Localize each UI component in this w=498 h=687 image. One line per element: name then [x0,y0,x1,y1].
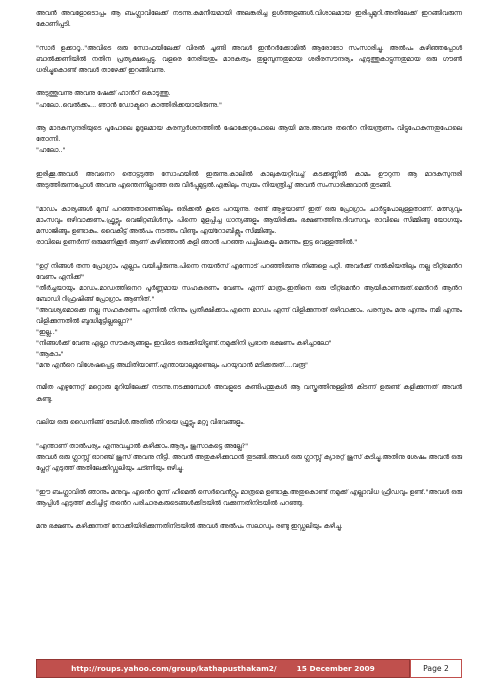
paragraph-6: "മാഡം കാര്യങ്ങൾ മുമ്പ് പറഞ്ഞതാണെങ്കിലും ഒരിക്കൽ കൂടെ പറയുന്നു. രണ്ട് ആഴ്ചയാണ് ഇത് ഒരു പ്രോഗ്രാം ചാർട്ടുപോലുള്ളതാണ്. മത്സ്യവും മാംസവും ഒഴിവാക്കണം.ഫ്രൂട്സും വെജിറ്റബിൾസും പിന്നെ മുളപ്പിച്ച ധാന്യങ്ങളും ആയിരിക്കും ഭക്ഷണത്തിനു.ദിവസവും രാവിലെ സിമ്മിങ്ങു യോഗയും മസാജിങ്ങും ഉണ്ടാകും. വൈകീട്ട് അൽപം നടത്തം വീണ്ടും എയ്റോബിക്സും സിമ്മിങ്ങും. രാവിലെ ഉണർന്ന് ഒരുമണിക്കൂർ ആണ് കഴിഞ്ഞാൽ കുളി ഞാൻ പറഞ്ഞ പച്ചിലകളും മരുന്നും ഇട്ട വെള്ളത്തിൽ." [36,204,462,246]
footer-url-link[interactable]: http://roups.yahoo.com/group/kathapusthakam2/ [71,664,277,673]
page-number: Page 2 [410,659,462,678]
paragraph-12: മനു ഭക്ഷണം കഴിക്കുന്നത് നോക്കിയിരിക്കുന്നതിനിടയിൽ അവൾ അൽപം സലാഡും രണ്ടു ഇഡ്ഡലിയും കഴിച്ചു. [36,522,343,531]
footer-banner [36,659,410,678]
paragraph-7: "ഉറ്റ് നിങ്ങൾ തന്ന പ്രോഗ്രാം എല്ലാം വയിച്ചിരുന്നു.പിന്നെ നയൻസ് എന്നോട് പറഞ്ഞിരുന്നു നിങ്ങളെ പറ്റി. അവർക്ക് നൽകിയതിലും നല്ല ട്രീറ്റ്മെൻറ വേണം എനിക്ക്" "തീർച്ചയായും മാഡം.മാഡത്തിനെറ പൂർണ്ണമായ സഹകരണം വേണം എന്ന് മാത്രം.ഇതിനെ ഒരു ട്രീറ്റ്മെൻറ ആയികാണരുത്.മെൻറർ ആൻറ ബോഡി റിഫ്രഷിങ്ങ് പ്രോഗ്രാം ആണിത്." "അവശ്യമൊക്കെ നല്ല സഹകരണം എന്നിൽ നിന്നും പ്രതീക്ഷിക്കാം.എന്നെ മാഡം എന്ന് വിളിക്കുന്നത് ഒഴിവാക്കാം. പരസ്പരം മനു എന്നും നമി എന്നും വിളിക്കുന്നതിൽ ബുദ്ധിമുട്ടില്ലല്ലൊ?" "ഇല്ല.." "നിങ്ങൾക്ക് വേണ്ട എല്ലാ സൗകര്യങ്ങളും ഇവിടെ ഒരുക്കിയിട്ടുണ്ട്.നമുക്കിനി പ്രഭാത ഭക്ഷണം കഴിച്ചാലോ" "ആകാം" "മനു എൻറെ വിശേഷപ്പെട്ട അഥിതിയാണ്.എന്തായാലുമുണ്ടെലും പറയുവാൻ മടിക്കരുത്....വരൂ" [36,261,462,370]
paragraph-5: ഇരിക്കൂ.അവൾ അവനെറ തൊട്ടടുത്ത സോഫയിൽ ഇരുന്നു.കാലിൽ കാലുകയറ്റിവച്ച് കടക്കണ്ണിൽ കാമം ഊറുന്ന ആ മാദകസുന്ദരി അടുത്തിരുന്നപ്പോൾ അവനു എന്തെന്നില്ലാത്ത ഒരു വീർപ്പുമുട്ടൽ.എങ്കിലും സ്വയം നിയന്ത്രിച്ച് അവൻ സംസാരിക്കുവാൻ തുടങ്ങി. [36,169,462,190]
paragraph-8: നമിത എഴുന്നേറ്റ് മറ്റൊരു മുറിയിലേക്ക് നടന്നു.നടക്കുമ്പോൾ അവളുടെ കുണ്ടിപന്തുകൾ ആ വസ്ത്രത്തിനുള്ളിൽ കിടന്ന് ഉരുണ്ട് കളിക്കുന്നത് അവൻ കണ്ടു. [36,383,462,403]
paragraph-9: വലിയ ഒരു ഡൈനിങ്ങ് ടേബിൾ.അതിൽ നിറയെ ഫ്രൂട്സും മറ്റു വിഭവങ്ങളും. [36,418,245,427]
page-footer [36,659,462,678]
paragraph-11: "ഈ ബംഗ്ലാവിൽ ഞാനും മനുവും എൻെറ മൂന്ന് ഹീമെൽ സെർവെൻറ്സും മാത്രമെ ഉണ്ടാകൂ.അതുകൊണ്ട് നമുക്ക് എല്ലാവിധ ഫ്രീഡവും ഉണ്ട്."അവൾ ഒരു ആപ്പിൾ എടുത്ത് കടിച്ചിട്ട് തൻെറ പരിചാരകരുടെങ്ങൾക്കിടയിൽ വക്കുന്നതിനിടയിൽ പറഞ്ഞു. [36,487,462,507]
paragraph-2: "സാർ ഉക്കാറൂ.."അവിടെ ഒരു സോഫയിലേക്ക് വിരൽ ചൂണ്ടി അവൾ ഇൻറർക്കോമിൽ ആരോടോ സംസാരിച്ചു. അൽപം കഴിഞ്ഞപ്പോൾ ബാൽക്കണിയിൽ നതിന പ്രത്യക്ഷപ്പെട്ടു. വളരെ നേരിയതും മാദകത്വം തുളുമ്പുന്നതുമായ ശരീരസൗന്ദര്യം എടുത്തുകാട്ടുന്നതുമായ ഒരു ഗൗൺ ധരിച്ചുകൊണ്ട് അവൾ താഴേക്ക് ഇറങ്ങിവന്നു. [36,43,462,74]
footer-date: 15 December 2009 [296,664,375,673]
paragraph-3: അടുത്തുവന്നു അവനു ഷേക്ക് ഹാൻറ് കൊടുത്തു. "ഹലോ..വെൽക്കം... ഞാൻ ഡോക്ടറെ കാത്തിരിക്കയായിരുന്നു." [36,89,222,109]
paragraph-4: ആ മാദകസുന്ദരിയുടെ പൂപോലെ മൃദുലമായ കരസ്പർശനത്തിൽ ഷോക്കേറ്റപോലെ ആയി മനു.അവനു തൻെറ നിയന്ത്രണം വിട്ടുപോകുന്നതുപോലെ തോന്നി. "ഹലോ.." [36,124,462,155]
paragraph-1: അവൻ അവളോടൊപ്പം ആ ബംഗ്ലാവിലേക്ക് നടന്നു.കമനീയമായി അലങ്കരിച്ച ഉൾത്തളങ്ങൾ.വിശാലമായ ഇരിപ്പുമുറി.അതിലേക്ക് ഇറങ്ങിവരുന്ന കോണിപ്പടി. [36,9,462,29]
paragraph-10: "എന്താണ് താൽപര്യം എന്നുവച്ചാൽ കഴിക്കാം.ആദ്യം ജൂസാകട്ടെ അല്ലേ?" അവൾ ഒരു ഗ്ലാസ്സ് ഓറഞ്ച് ജൂസ് അവനു നീട്ടി. അവൻ അതുകഴിക്കുവാൻ തുടങ്ങി.അവൾ ഒരു ഗ്ലാസ്സ് ക്യാരറ്റ് ജൂസ് കുടിച്ചു.അതിനു ശേഷം അവൻ ഒരു പ്ലേറ്റ് എടുത്ത് അതിലേക്കിഡ്ഡലിയും ചട്ണിയും ഒഴിച്ചു. [36,441,462,472]
story-text [36,8,462,545]
